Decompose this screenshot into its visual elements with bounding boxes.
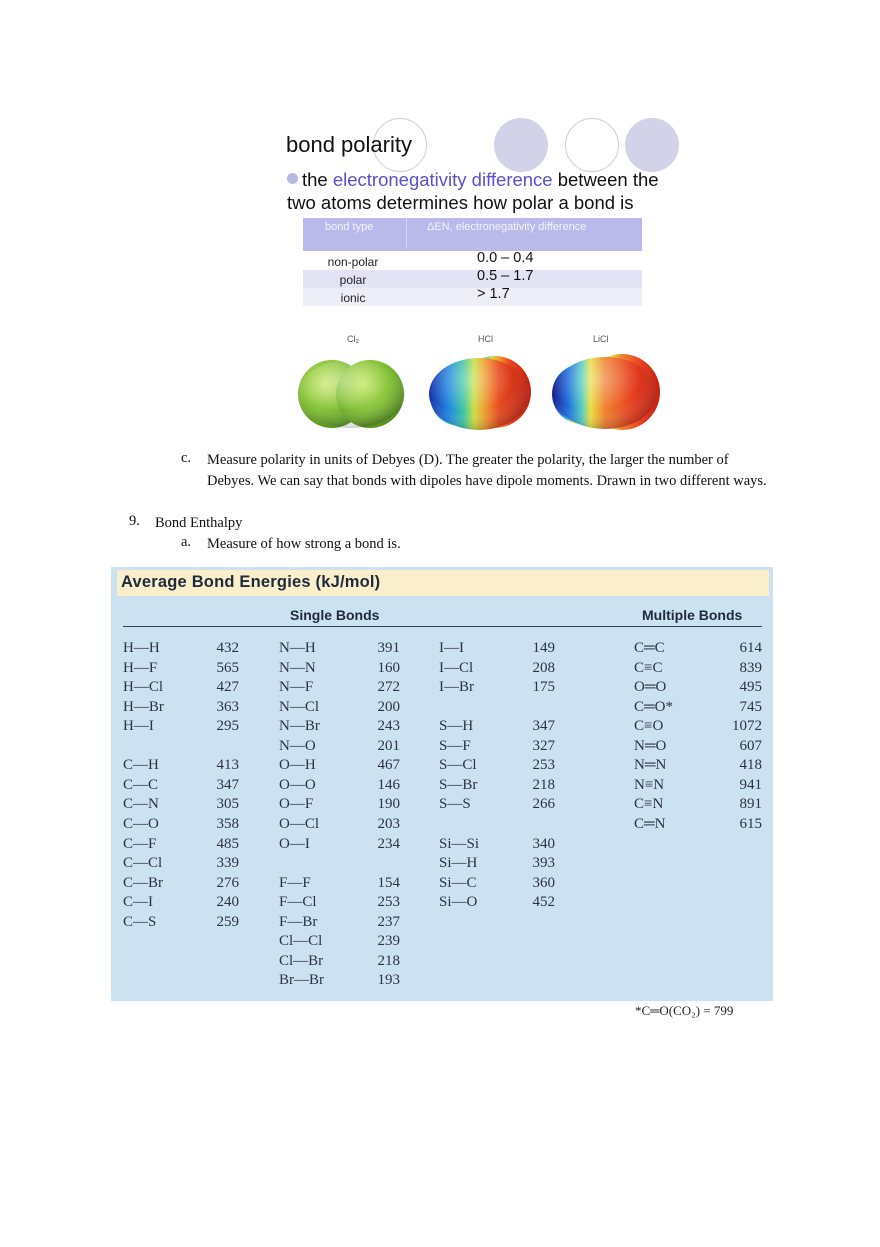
bond-energy-value: 745	[739, 699, 762, 715]
bullet-text-post: between the two atoms determines how polar a bond is	[287, 169, 659, 213]
en-row-range: 0.0 – 0.4	[477, 250, 534, 266]
hcl-model	[429, 356, 531, 430]
bond-energy-value: 243	[377, 718, 400, 734]
bond-energy-value: 391	[377, 640, 400, 656]
bond-label: O—Cl	[279, 816, 320, 832]
molecule-models	[297, 334, 667, 440]
bond-label: C—N	[123, 796, 159, 812]
bond-label: N—Cl	[279, 699, 320, 715]
bond-label: F—Br	[279, 914, 318, 930]
bond-energy-value: 607	[739, 738, 762, 754]
bond-energy-value: 259	[216, 914, 239, 930]
bond-label: H—H	[123, 640, 160, 656]
bond-label: F—Cl	[279, 894, 317, 910]
bond-energy-value: 347	[532, 718, 555, 734]
table-title: Average Bond Energies (kJ/mol)	[121, 573, 381, 591]
en-header-bond-type: bond type	[325, 221, 374, 233]
bond-energy-value: 340	[532, 836, 555, 852]
bond-energy-value: 190	[377, 796, 400, 812]
bond-label: C═C	[634, 640, 665, 656]
en-row-range: 0.5 – 1.7	[477, 268, 534, 284]
bond-label: C═O*	[634, 699, 673, 715]
bond-label: F—F	[279, 875, 311, 891]
bond-energy-value: 360	[532, 875, 555, 891]
bullet-text-pre: the	[302, 169, 333, 190]
bond-label: H—Cl	[123, 679, 164, 695]
bond-label: C≡C	[634, 660, 663, 676]
bond-energy-value: 208	[532, 660, 555, 676]
bond-energy-value: 200	[377, 699, 400, 715]
bond-label: O—O	[279, 777, 316, 793]
bond-label: C—Br	[123, 875, 164, 891]
en-table-header	[303, 218, 642, 251]
bond-energy-value: 149	[532, 640, 555, 656]
bond-label: Si—C	[439, 875, 477, 891]
bond-label: Br—Br	[279, 972, 324, 988]
bond-label: I—I	[439, 640, 464, 656]
bond-energy-value: 266	[532, 796, 555, 812]
bond-energy-value: 237	[377, 914, 400, 930]
bond-energy-value: 234	[377, 836, 400, 852]
bond-energy-value: 154	[377, 875, 400, 891]
bond-energy-value: 160	[377, 660, 400, 676]
table-title-bar	[117, 570, 769, 596]
bond-label: N═O	[634, 738, 667, 754]
list-marker-c: c.	[181, 450, 192, 466]
cl2-model	[297, 360, 405, 428]
bond-energy-value: 891	[739, 796, 762, 812]
bond-energy-value: 615	[739, 816, 762, 832]
en-header-delta-en: ΔEN, electronegativity difference	[406, 218, 586, 249]
bond-label: N—H	[279, 640, 316, 656]
bond-energy-value: 327	[532, 738, 555, 754]
en-row-type: polar	[339, 273, 367, 287]
bond-energy-value: 467	[377, 757, 400, 773]
bond-label: C—S	[123, 914, 157, 930]
heading-rule	[123, 626, 762, 627]
bond-label: N≡N	[634, 777, 665, 793]
bond-energies-table	[111, 567, 773, 1001]
licl-model	[552, 354, 660, 430]
bond-energy-value: 1072	[732, 718, 762, 734]
bond-energy-value: 452	[532, 894, 555, 910]
bond-label: N—N	[279, 660, 316, 676]
multiple-bonds-heading: Multiple Bonds	[642, 607, 743, 623]
bond-energy-value: 347	[216, 777, 239, 793]
bond-energy-value: 339	[216, 855, 239, 871]
bond-energy-value: 941	[739, 777, 762, 793]
bond-energy-value: 218	[377, 953, 400, 969]
bond-energy-value: 239	[377, 933, 400, 949]
en-row-type: ionic	[340, 291, 366, 305]
en-row	[303, 270, 642, 288]
bond-energy-value: 565	[216, 660, 239, 676]
bond-energy-value: 485	[216, 836, 239, 852]
bond-label: S—S	[439, 796, 471, 812]
bond-energy-value: 203	[377, 816, 400, 832]
bond-energy-value: 614	[739, 640, 762, 656]
bond-label: C—F	[123, 836, 157, 852]
bond-energy-value: 495	[739, 679, 762, 695]
bond-energy-value: 146	[377, 777, 400, 793]
bond-energy-value: 839	[739, 660, 762, 676]
bond-label: O—F	[279, 796, 314, 812]
electronegativity-table	[303, 218, 642, 306]
bond-label: C—O	[123, 816, 159, 832]
decor-circle	[565, 118, 619, 172]
bond-label: H—I	[123, 718, 154, 734]
bond-label: I—Br	[439, 679, 474, 695]
bond-polarity-slide	[283, 118, 683, 440]
bond-energy-value: 418	[739, 757, 762, 773]
bond-label: Si—H	[439, 855, 478, 871]
en-row-type: non-polar	[327, 255, 379, 269]
heading-bond-enthalpy: Bond Enthalpy	[155, 515, 243, 531]
bond-label: C—H	[123, 757, 159, 773]
bond-label: H—F	[123, 660, 158, 676]
bond-energy-value: 253	[532, 757, 555, 773]
molecule-label-licl: LiCl	[593, 334, 609, 344]
bond-energy-value: 295	[216, 718, 239, 734]
bullet-icon	[287, 173, 298, 184]
bond-label: S—Cl	[439, 757, 477, 773]
bond-energy-value: 218	[532, 777, 555, 793]
bond-energy-value: 175	[532, 679, 555, 695]
bond-label: H—Br	[123, 699, 164, 715]
bond-label: Cl—Br	[279, 953, 324, 969]
bond-label: Si—O	[439, 894, 478, 910]
en-row	[303, 288, 642, 306]
bond-energy-value: 201	[377, 738, 400, 754]
bond-label: N—O	[279, 738, 316, 754]
bond-energy-value: 240	[216, 894, 239, 910]
paragraph-a: Measure of how strong a bond is.	[207, 536, 401, 552]
bond-energy-value: 305	[216, 796, 239, 812]
electrostatic-potential-maps	[297, 334, 667, 440]
bond-label: Si—Si	[439, 836, 480, 852]
bond-label: O═O	[634, 679, 667, 695]
bullet-highlight: electronegativity difference	[332, 169, 553, 190]
list-marker-a: a.	[181, 534, 192, 550]
table-footnote: *C═O(CO₂) = 799	[635, 1003, 734, 1018]
bond-energy-value: 253	[377, 894, 400, 910]
list-marker-9: 9.	[129, 513, 140, 529]
bond-label: N—F	[279, 679, 314, 695]
single-bonds-heading: Single Bonds	[290, 607, 380, 623]
bond-label: Cl—Cl	[279, 933, 323, 949]
bond-label: O—I	[279, 836, 310, 852]
paragraph-c: Measure polarity in units of Debyes (D). The greater the polarity, the larger the number of Debyes. We can say that bonds with dipoles have dipole moments. Drawn in two different ways.	[207, 452, 767, 489]
bond-energy-value: 276	[216, 875, 239, 891]
molecule-label-hcl: HCl	[478, 334, 493, 344]
en-row-range: > 1.7	[477, 286, 510, 302]
molecule-label-cl2: Cl₂	[347, 334, 359, 344]
bond-label: C≡O	[634, 718, 664, 734]
decor-circle	[494, 118, 548, 172]
bond-label: N═N	[634, 757, 667, 773]
bond-energy-value: 432	[216, 640, 239, 656]
bond-label: S—F	[439, 738, 471, 754]
decor-circle	[625, 118, 679, 172]
bond-energy-value: 193	[377, 972, 400, 988]
bond-energy-value: 363	[216, 699, 239, 715]
bond-energy-value: 358	[216, 816, 239, 832]
bond-energy-value: 427	[216, 679, 239, 695]
bond-label: N—Br	[279, 718, 320, 734]
bond-energy-value: 393	[532, 855, 555, 871]
bond-label: C—Cl	[123, 855, 163, 871]
slide-title: bond polarity	[286, 132, 412, 157]
bond-label: I—Cl	[439, 660, 474, 676]
bond-label: S—H	[439, 718, 474, 734]
bond-energy-value: 272	[377, 679, 400, 695]
slide-bullet	[287, 168, 667, 214]
bond-label: C═N	[634, 816, 666, 832]
bond-label: C—I	[123, 894, 153, 910]
en-row	[303, 252, 642, 270]
bond-label: C—C	[123, 777, 159, 793]
bond-energy-value: 413	[216, 757, 239, 773]
bond-label: C≡N	[634, 796, 664, 812]
bond-label: S—Br	[439, 777, 478, 793]
bond-label: O—H	[279, 757, 316, 773]
